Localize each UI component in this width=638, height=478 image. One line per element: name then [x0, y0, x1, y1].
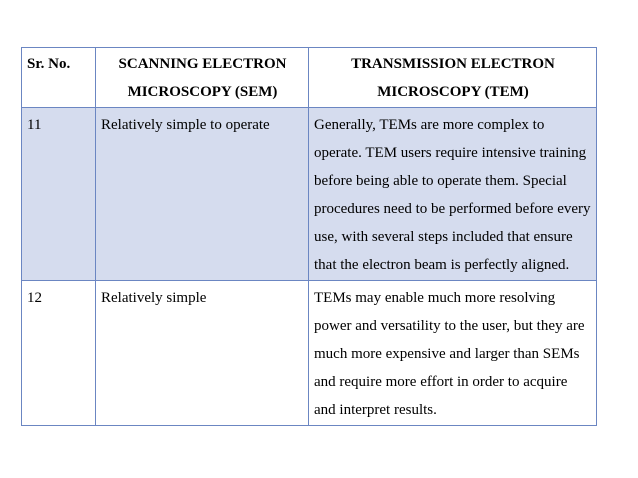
header-sem-line1: SCANNING ELECTRON	[118, 56, 287, 72]
row-sem-cell: Relatively simple to operate	[96, 108, 309, 281]
header-tem-line2: MICROSCOPY (TEM)	[377, 84, 529, 100]
header-tem-line1: TRANSMISSION ELECTRON	[351, 56, 555, 72]
row-sr-no: 11	[22, 108, 96, 281]
header-row	[22, 48, 597, 108]
table-row	[22, 281, 597, 426]
header-tem	[309, 48, 597, 108]
header-sr-no: Sr. No.	[22, 48, 96, 108]
row-tem-cell: TEMs may enable much more resolving power and versatility to the user, but they are much more expensive and larger than SEMs and require more effort in order to acquire and interpret results.	[309, 281, 597, 426]
row-sr-no: 12	[22, 281, 96, 426]
row-tem-cell: Generally, TEMs are more complex to operate. TEM users require intensive training before being able to operate them. Special procedures need to be performed before every use, with several steps included that ensure that the electron beam is perfectly aligned.	[309, 108, 597, 281]
header-sem-line2: MICROSCOPY (SEM)	[127, 84, 278, 100]
comparison-table	[21, 47, 597, 426]
table-row	[22, 108, 597, 281]
row-sem-cell: Relatively simple	[96, 281, 309, 426]
header-sem	[96, 48, 309, 108]
